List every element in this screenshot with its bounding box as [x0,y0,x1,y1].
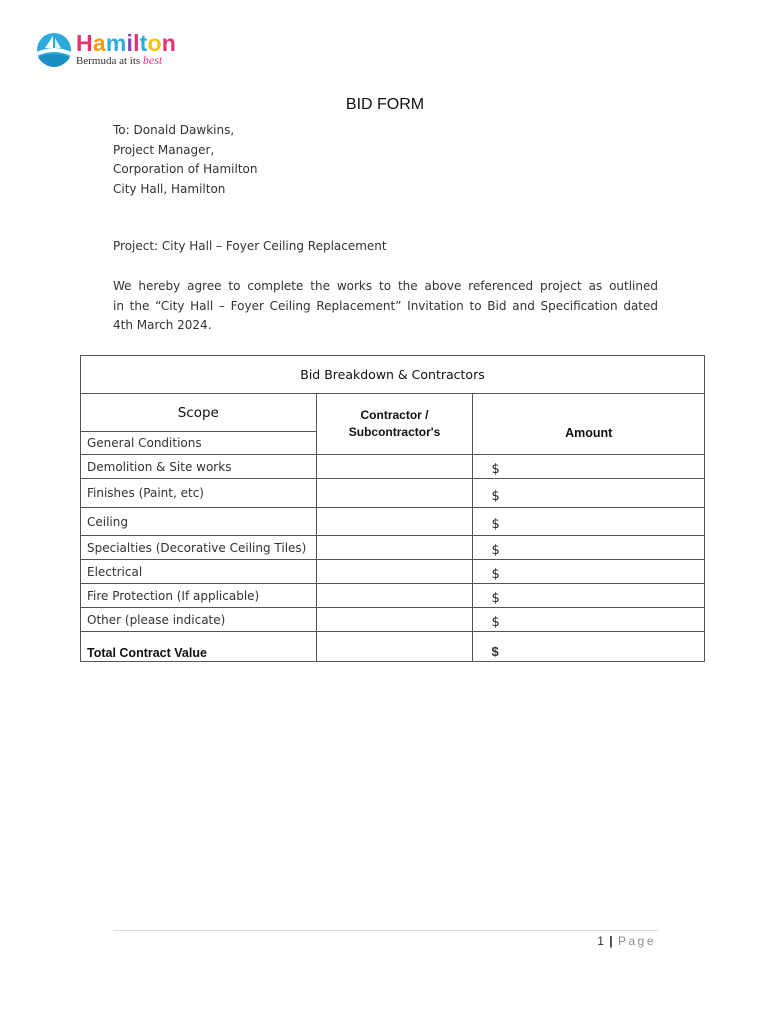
scope-cell: Demolition & Site works [81,455,317,479]
table-row [81,560,705,584]
contractor-header [316,394,473,455]
contractor-cell[interactable] [316,508,473,536]
amount-cell[interactable]: $ [473,479,705,508]
scope-cell: General Conditions [81,432,317,455]
table-row [81,479,705,508]
logo-letter: a [92,30,106,56]
document-title: BID FORM [345,96,425,113]
recipient-line: City Hall, Hamilton [113,181,226,196]
logo-letter: l [133,30,140,56]
table-caption: Bid Breakdown & Contractors [81,356,705,394]
amount-cell[interactable]: $ [473,584,705,608]
amount-cell[interactable]: $ [473,508,705,536]
scope-cell: Specialties (Decorative Ceiling Tiles) [81,536,317,560]
logo-letter: H [76,30,93,56]
amount-cell[interactable]: $ [473,455,705,479]
paragraph-line: in the “City Hall – Foyer Ceiling Replacement” Invitation to Bid and Specification dated [113,298,658,313]
table-row [81,455,705,479]
logo-tagline-accent: best [142,53,163,67]
contractor-cell[interactable] [316,584,473,608]
total-row [81,632,705,662]
total-label: Total Contract Value [81,632,317,662]
page-number: 1 [597,934,604,948]
logo-letter: o [147,30,162,56]
contractor-cell[interactable] [316,536,473,560]
paragraph-line: We hereby agree to complete the works to the above referenced project as outlined [113,279,658,293]
bid-breakdown-table [80,355,705,662]
scope-cell: Other (please indicate) [81,608,317,632]
recipient-line: Corporation of Hamilton [113,162,258,176]
amount-cell[interactable]: $ [473,608,705,632]
amount-cell[interactable]: $ [473,560,705,584]
footer-divider [113,930,658,931]
logo-letter: n [161,30,177,56]
contractor-header-line: Contractor / [360,408,429,422]
contractor-cell[interactable] [316,455,473,479]
amount-header: Amount [473,394,705,455]
contractor-header-line: Subcontractor's [348,425,441,439]
table-row [81,508,705,536]
agreement-paragraph [113,277,658,336]
project-line: Project: City Hall – Foyer Ceiling Replacement [113,239,387,253]
contractor-cell[interactable] [316,608,473,632]
contractor-cell[interactable] [316,560,473,584]
scope-cell: Finishes (Paint, etc) [81,479,317,508]
total-contractor-cell[interactable] [316,632,473,662]
hamilton-logo [36,30,186,70]
contractor-cell[interactable] [316,479,473,508]
recipient-line: Project Manager, [113,142,215,157]
scope-cell: Electrical [81,560,317,584]
scope-header: Scope [81,394,317,432]
sailboat-emblem-icon [36,32,72,68]
page-label: Page [617,934,656,948]
recipient-line: To: Donald Dawkins, [113,123,235,137]
page-separator: | [609,934,613,948]
table-row [81,536,705,560]
total-amount-cell[interactable]: $ [473,632,705,662]
table-row [81,584,705,608]
scope-cell: Fire Protection (If applicable) [81,584,317,608]
scope-cell: Ceiling [81,508,317,536]
logo-letter: t [139,30,148,56]
logo-tagline [76,53,162,68]
amount-cell[interactable]: $ [473,536,705,560]
paragraph-line: 4th March 2024. [113,318,212,332]
logo-letter: m [105,30,127,56]
recipient-address [113,121,257,199]
logo-tagline-text: Bermuda at its [76,55,141,67]
page-footer [597,934,656,948]
logo-letter: i [126,30,134,56]
table-row [81,608,705,632]
